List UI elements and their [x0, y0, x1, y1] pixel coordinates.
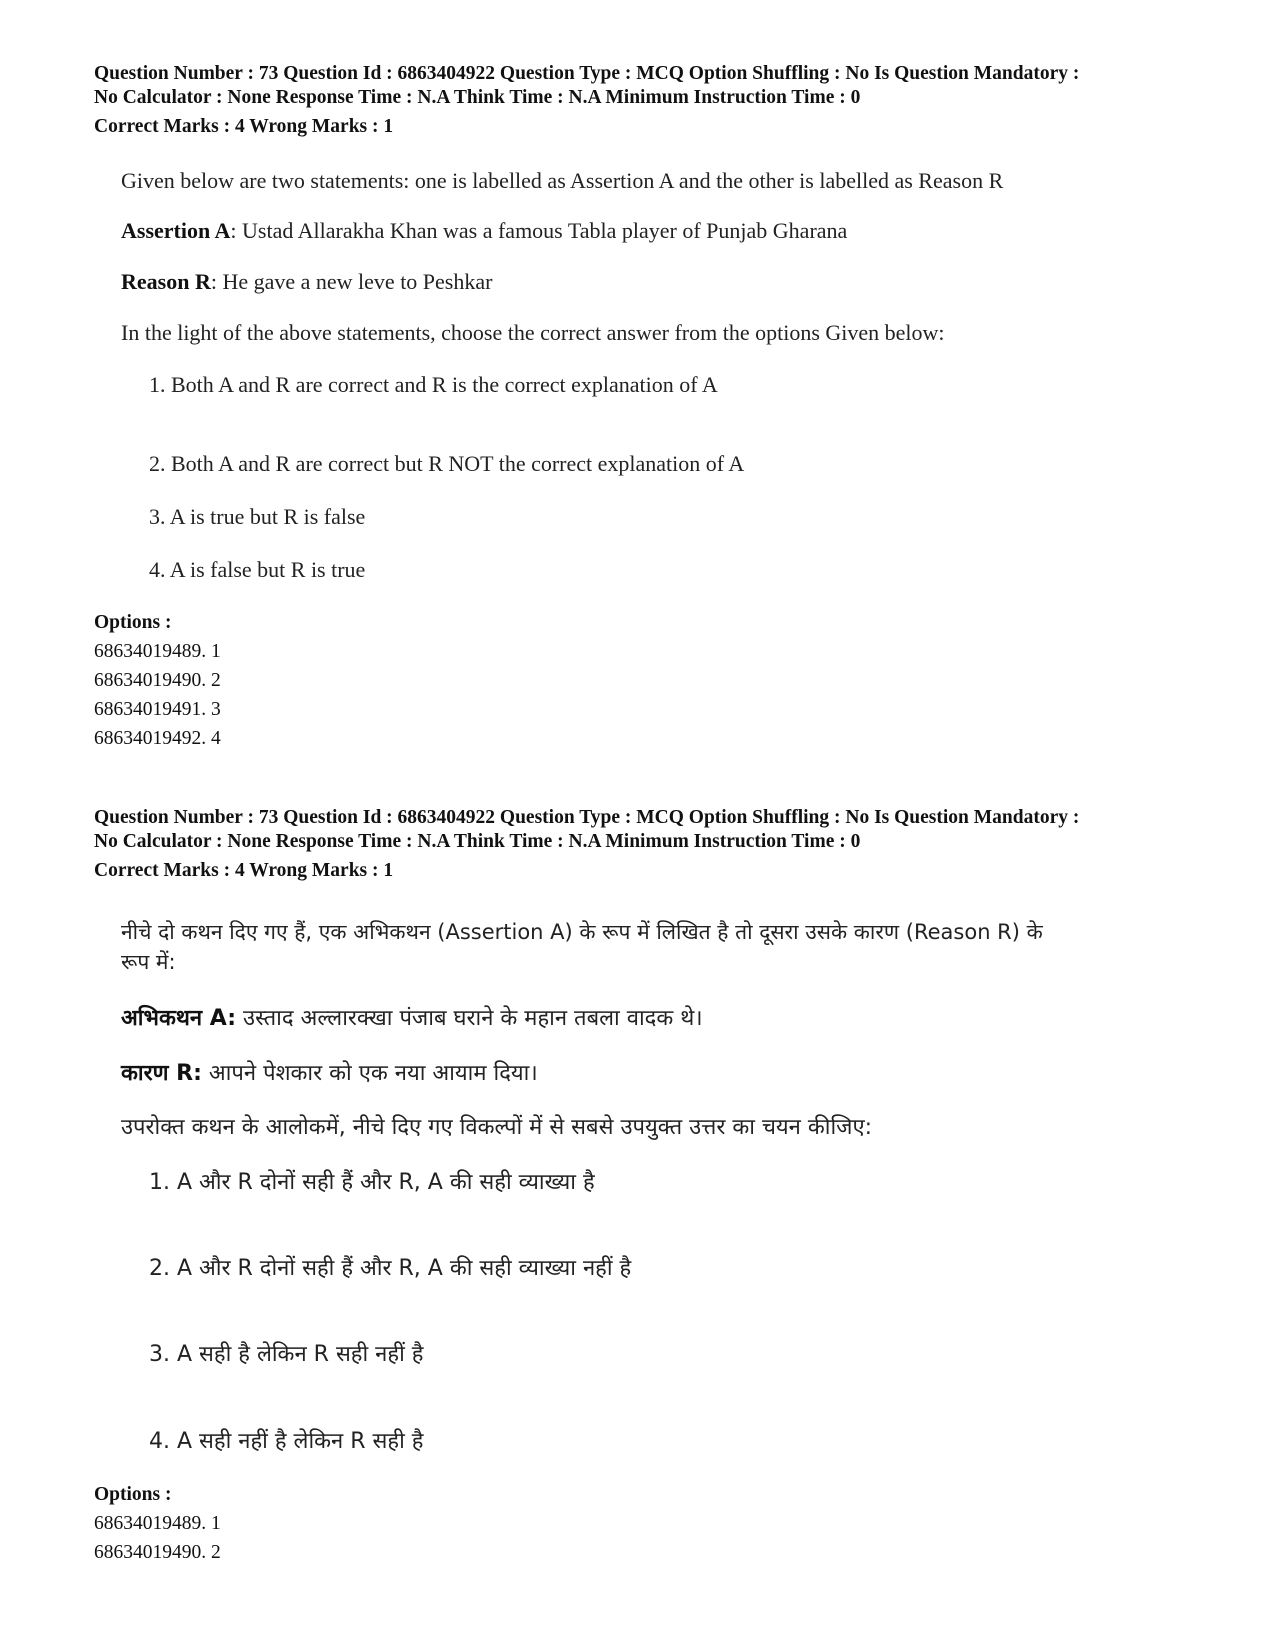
q2-marks: Correct Marks : 4 Wrong Marks : 1 [94, 860, 394, 881]
q2-choice-1: 1. A और R दोनों सही हैं और R, A की सही व्याख्या है [149, 1170, 595, 1195]
q1-reason-text: : He gave a new leve to Peshkar [210, 269, 493, 294]
q1-choice-2: 2. Both A and R are correct but R NOT the correct explanation of A [149, 451, 745, 476]
q2-meta-line2: No Calculator : None Response Time : N.A Think Time : N.A Minimum Instruction Time : 0 [94, 831, 861, 852]
q1-choice-1: 1. Both A and R are correct and R is the correct explanation of A [149, 372, 718, 397]
q2-option-1: 68634019489. 1 [94, 1513, 221, 1534]
q2-assertion-label: अभिकथन A: [121, 1006, 237, 1031]
q1-choice-4: 4. A is false but R is true [149, 557, 366, 582]
q2-choice-4: 4. A सही नहीं है लेकिन R सही है [149, 1429, 424, 1454]
q2-reason-text: आपने पेशकार को एक नया आयाम दिया। [201, 1061, 538, 1086]
q2-meta-line1: Question Number : 73 Question Id : 6863404922 Question Type : MCQ Option Shuffling : No Is Question Mandatory : [94, 807, 1080, 828]
q2-reason [121, 1057, 538, 1087]
q1-meta-line2: No Calculator : None Response Time : N.A Think Time : N.A Minimum Instruction Time : 0 [94, 87, 861, 108]
q2-option-2: 68634019490. 2 [94, 1542, 221, 1563]
q2-reason-label: कारण R: [121, 1061, 202, 1086]
q2-instruction: उपरोक्त कथन के आलोकमें, नीचे दिए गए विकल्पों में से सबसे उपयुक्त उत्तर का चयन कीजिए: [121, 1115, 873, 1140]
q2-assertion-text: उस्ताद अल्लारक्खा पंजाब घराने के महान तबला वादक थे। [236, 1006, 703, 1031]
q1-option-2: 68634019490. 2 [94, 670, 221, 691]
q2-choice-3: 3. A सही है लेकिन R सही नहीं है [149, 1342, 424, 1367]
q2-assertion [121, 1002, 703, 1032]
q1-assertion-label: Assertion A [121, 218, 231, 243]
q1-metadata [94, 62, 1204, 139]
q1-assertion [121, 218, 847, 244]
q1-assertion-text: : Ustad Allarakha Khan was a famous Tabla player of Punjab Gharana [230, 218, 848, 243]
q2-options [94, 1480, 221, 1567]
q1-option-4: 68634019492. 4 [94, 728, 221, 749]
q1-reason [121, 269, 492, 295]
q1-meta-line1: Question Number : 73 Question Id : 6863404922 Question Type : MCQ Option Shuffling : No Is Question Mandatory : [94, 63, 1080, 84]
q1-instruction: In the light of the above statements, choose the correct answer from the options Given below: [121, 320, 945, 345]
q1-marks: Correct Marks : 4 Wrong Marks : 1 [94, 116, 394, 137]
q1-options [94, 608, 221, 753]
q2-options-label: Options : [94, 1484, 172, 1505]
q1-choice-3: 3. A is true but R is false [149, 504, 366, 529]
q2-choice-2: 2. A और R दोनों सही हैं और R, A की सही व्याख्या नहीं है [149, 1256, 632, 1281]
q1-intro: Given below are two statements: one is labelled as Assertion A and the other is labelled as Reason R [121, 168, 1004, 193]
q2-metadata [94, 806, 1204, 883]
q2-intro-line2: रूप में: [121, 950, 176, 974]
q1-options-label: Options : [94, 612, 172, 633]
q1-option-3: 68634019491. 3 [94, 699, 221, 720]
q1-option-1: 68634019489. 1 [94, 641, 221, 662]
q2-intro-line1: नीचे दो कथन दिए गए हैं, एक अभिकथन (Assertion A) के रूप में लिखित है तो दूसरा उसके कारण (Reason R) के [121, 920, 1043, 944]
q1-reason-label: Reason R [121, 269, 211, 294]
